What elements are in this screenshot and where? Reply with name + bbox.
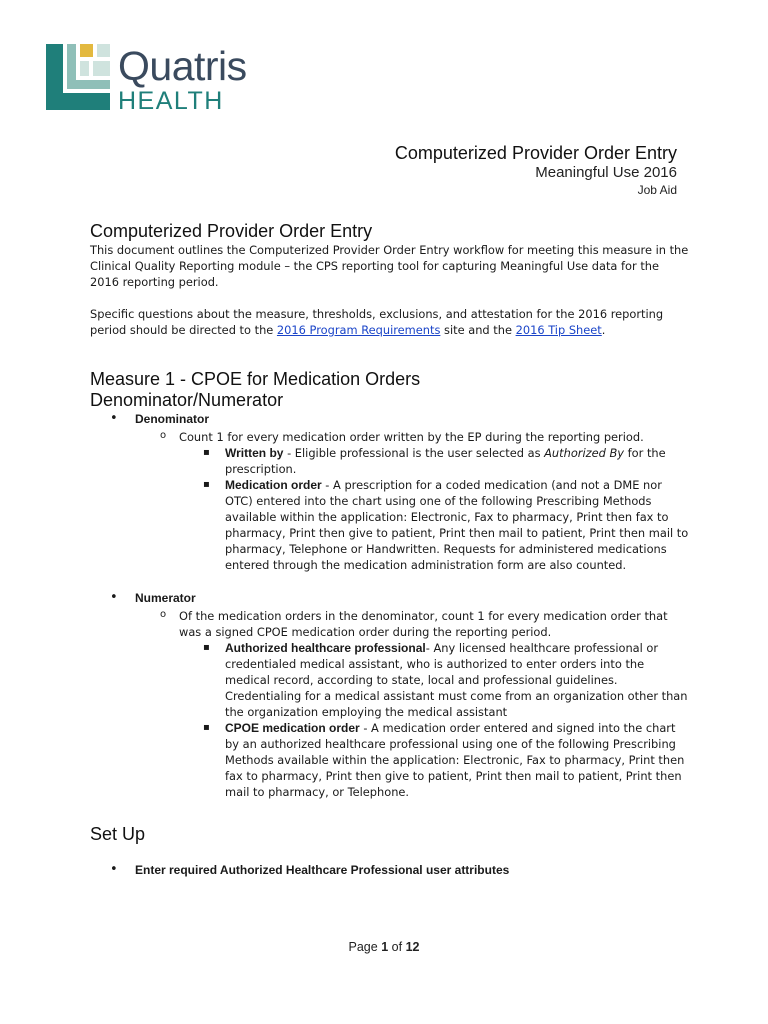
page-total: 12 — [405, 940, 420, 954]
numerator-rule-text: Of the medication orders in the denominator, count 1 for every medication order that was a signed CPOE medication order during the reporting period. — [179, 609, 668, 639]
of-label: of — [391, 940, 403, 954]
denominator-rule-text: Count 1 for every medication order written by the EP during the reporting period. — [179, 430, 644, 444]
term-desc: - Any licensed healthcare professional or credentialed medical assistant, who is authorized to enter orders into the medical record, according to state, local and professional guidelines. Credentialing for a medical assistant must come from an organization other than the organization employing the medical assistant — [225, 641, 688, 719]
denominator-rules — [135, 429, 690, 573]
term-name: Medication order — [225, 478, 322, 492]
term-name: CPOE medication order — [225, 721, 360, 735]
cpoe-medication-order-term — [179, 720, 690, 800]
denominator-label: Denominator — [135, 412, 210, 426]
denominator-terms — [179, 445, 690, 573]
measure-heading: Measure 1 - CPOE for Medication Orders — [90, 369, 421, 389]
document-title: Computerized Provider Order Entry — [394, 143, 677, 163]
medication-order-term — [179, 477, 690, 573]
term-name: Written by — [225, 446, 284, 460]
page-label: Page — [348, 940, 378, 954]
intro-heading: Computerized Provider Order Entry — [90, 221, 373, 241]
logo-brand-sub: HEALTH — [118, 87, 224, 115]
questions-paragraph — [90, 306, 690, 338]
program-requirements-link[interactable]: 2016 Program Requirements — [276, 323, 441, 337]
intro-paragraph: This document outlines the Computerized Provider Order Entry workflow for meeting this measure in the Clinical Quality Reporting module – the CPS reporting tool for capturing Meaningful Use data for the 2016 reporting period. — [90, 243, 689, 289]
term-desc: - A prescription for a coded medication (and not a DME nor OTC) entered into the chart using one of the following Prescribing Methods available within the application: Electronic, Fax to pharmacy, Print then fax to pharmacy, Print then give to patient, Print then mail to patient, Print then mail to pharmacy, Telephone or Handwritten. Requests for administered medications entered through the medication administration form are also counted. — [225, 478, 689, 572]
term-desc: - A medication order entered and signed into the chart by an authorized healthcare professional using one of the following Prescribing Methods available within the application: Electronic, Fax to pharmacy, Print then fax to pharmacy, Print then give to patient, Print then mail to patient, Print then mail to pharmacy, or Telephone. — [225, 721, 685, 799]
denominator-item — [90, 411, 690, 573]
document-header — [395, 142, 677, 198]
term-desc-emphasis: Authorized By — [544, 446, 625, 460]
setup-item — [90, 862, 690, 878]
document-type: Job Aid — [637, 183, 677, 197]
tip-sheet-link[interactable]: 2016 Tip Sheet — [515, 323, 602, 337]
authorized-professional-term — [179, 640, 690, 720]
quatris-health-logo — [46, 44, 276, 114]
page-current: 1 — [381, 940, 389, 954]
questions-text-mid: site and the — [440, 323, 516, 337]
numerator-label: Numerator — [135, 591, 196, 605]
page-footer — [0, 940, 768, 954]
term-name: Authorized healthcare professional — [225, 641, 426, 655]
logo-brand-name: Quatris — [118, 43, 247, 89]
written-by-term — [179, 445, 690, 477]
setup-list — [90, 862, 690, 878]
questions-text: Specific questions about the measure, thresholds, exclusions, and attestation for the 2016 reporting period should be directed to the — [90, 307, 664, 337]
numerator-terms — [179, 640, 690, 800]
document-subtitle: Meaningful Use 2016 — [535, 164, 677, 181]
term-desc: - Eligible professional is the user selected as — [283, 446, 545, 460]
document-body — [90, 220, 690, 878]
quatris-logo-mark-icon — [46, 44, 110, 110]
questions-text-end: . — [601, 323, 606, 337]
term-desc-end: for the prescription. — [225, 446, 666, 476]
measure-list — [90, 411, 690, 800]
numerator-rule — [135, 608, 690, 800]
numerator-rules — [135, 608, 690, 800]
setup-heading: Set Up — [90, 824, 146, 844]
denominator-rule — [135, 429, 690, 573]
numerator-item — [90, 590, 690, 800]
denominator-numerator-heading: Denominator/Numerator — [90, 390, 284, 410]
setup-item-text: Enter required Authorized Healthcare Professional user attributes — [135, 863, 510, 877]
